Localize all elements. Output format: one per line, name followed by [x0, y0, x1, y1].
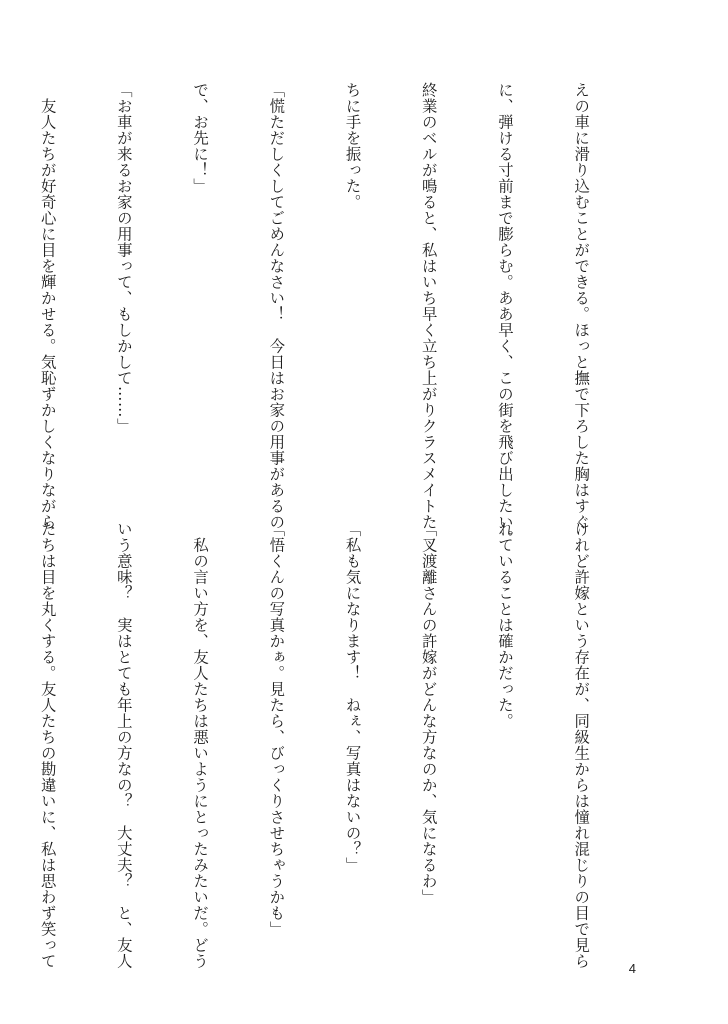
text-line: 終業のベルが鳴ると、私はいち早く立ち上がりクラスメイトた [419, 82, 438, 530]
page-number: 4 [628, 961, 636, 976]
text-line: れていることは確かだった。 [495, 521, 514, 729]
text-line: 「お車が来るお家の用事って、もしかして……」 [114, 82, 133, 434]
text-line: いう意味？ 実はとても年上の方なの？ 大丈夫？ と、友人 [114, 521, 133, 969]
text-line: ちに手を振った。 [343, 82, 362, 210]
text-line: で、お先に！」 [191, 82, 210, 194]
text-line: 「慌ただしくしてごめんなさい！ 今日はお家の用事があるの [267, 82, 286, 530]
text-line: に、弾ける寸前まで膨らむ。ああ早く、この街を飛び出したい。 [495, 82, 514, 546]
text-line: えの車に滑り込むことができる。ほっと撫で下ろした胸はすぐ [572, 82, 591, 530]
text-line: けれど許嫁という存在が、同級生からは憧れ混じりの目で見ら [572, 521, 591, 969]
text-line: 友人たちが好奇心に目を輝かせる。気恥ずかしくなりながら [38, 82, 57, 530]
text-line: 「叉渡離さんの許嫁がどんな方なのか、気になるわ」 [419, 521, 438, 905]
text-line: 私の言い方を、友人たちは悪いようにとったみたいだ。どう [191, 521, 210, 969]
text-line: 「私も気になります！ ねぇ、写真はないの？」 [343, 521, 362, 873]
text-line: 「悟くんの写真かぁ。見たら、びっくりさせちゃうかも」 [267, 521, 286, 937]
lower-text-block [0, 521, 644, 969]
upper-text-block [0, 82, 644, 546]
text-line: たちは目を丸くする。友人たちの勘違いに、私は思わず笑って [38, 521, 57, 969]
